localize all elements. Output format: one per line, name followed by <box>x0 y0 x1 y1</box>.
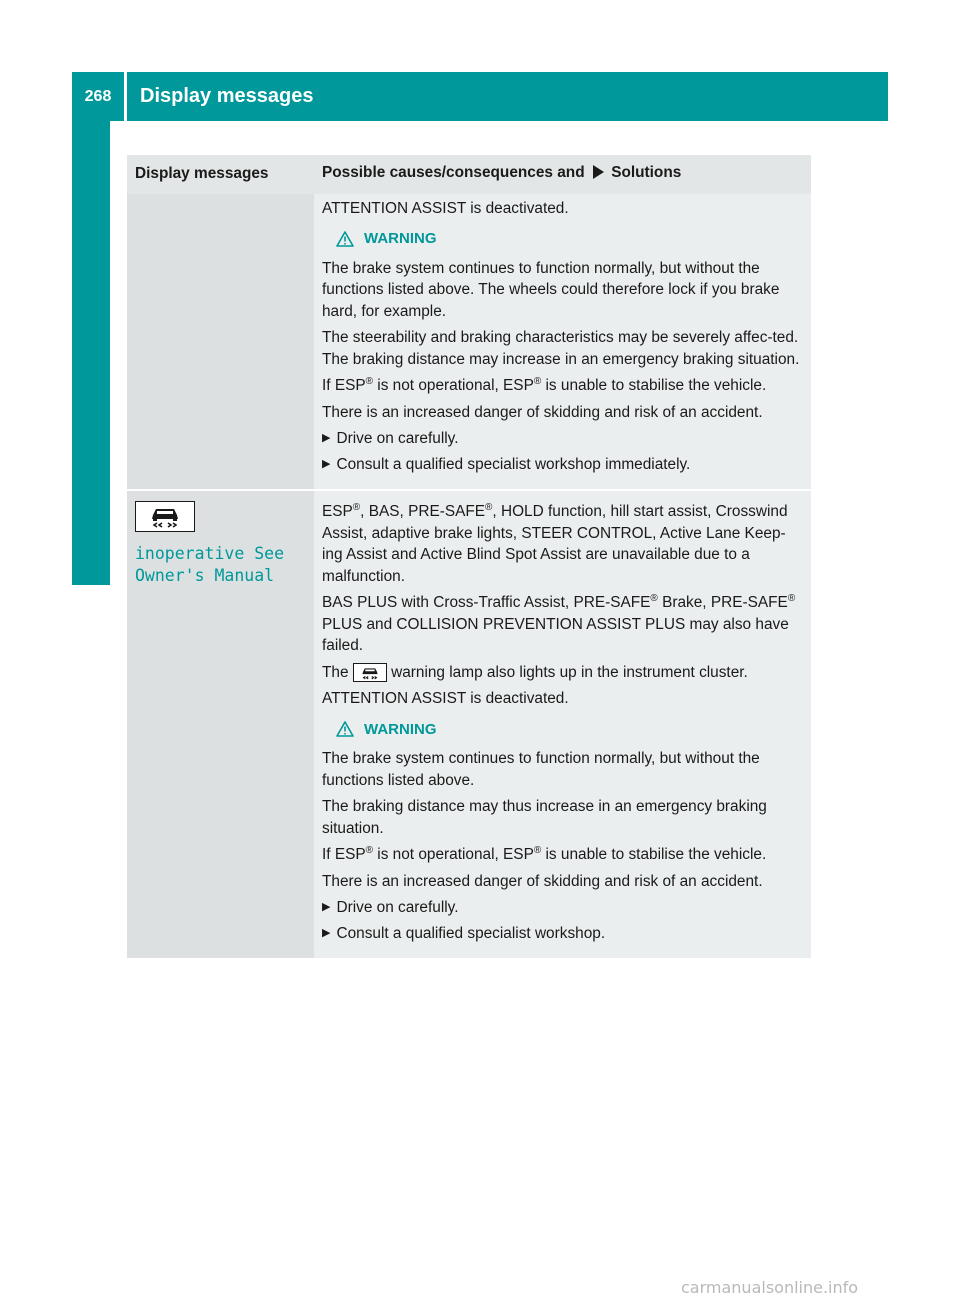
page-number: 268 <box>84 87 112 105</box>
text-part: PLUS and COLLISION PREVENTION ASSIST PLUS may also have failed. <box>322 615 789 654</box>
step-text: Drive on carefully. <box>336 899 459 916</box>
body-text: There is an increased danger of skidding and risk of an accident. <box>322 403 763 421</box>
text-part: The <box>322 663 349 681</box>
action-step <box>322 428 803 450</box>
esp-part: is unable to stabilise the vehicle. <box>541 846 767 863</box>
body-text: The brake system continues to function normally, but without the functions listed above. <box>322 750 760 789</box>
warning-heading <box>336 719 803 741</box>
registered-mark: ® <box>650 592 658 604</box>
col-header-causes-text: Possible causes/consequences and <box>322 164 585 181</box>
registered-mark: ® <box>365 844 373 856</box>
display-message-line: inoperative See <box>135 544 285 563</box>
table-row <box>127 194 811 491</box>
step-arrow-icon: ▶ <box>322 926 331 939</box>
esp-part: is not operational, ESP <box>373 377 534 394</box>
body-text <box>322 501 803 587</box>
watermark: carmanualsonline.info <box>681 1278 859 1297</box>
body-text <box>322 592 803 657</box>
registered-mark: ® <box>533 375 542 387</box>
display-message-text <box>135 543 306 586</box>
causes-cell <box>314 490 811 958</box>
page-header <box>72 72 888 121</box>
display-message-cell <box>127 194 314 491</box>
esp-text <box>322 844 803 866</box>
text-part: BAS PLUS with Cross-Traffic Assist, PRE-SAFE <box>322 594 651 611</box>
page-title: Display messages <box>140 85 314 107</box>
esp-skid-car-icon <box>353 663 387 682</box>
text-part: , BAS, PRE-SAFE <box>360 503 486 520</box>
col-header-display-messages: Display messages <box>127 155 314 194</box>
col-header-solutions-text: Solutions <box>611 164 682 181</box>
text-part: warning lamp also lights up in the instrument cluster. <box>391 663 748 681</box>
table-row <box>127 490 811 958</box>
registered-mark: ® <box>485 501 493 513</box>
esp-text <box>322 375 803 397</box>
play-arrow-icon <box>592 164 604 186</box>
chapter-label: On-board computer and displays <box>86 200 109 530</box>
step-arrow-icon: ▶ <box>322 457 331 470</box>
body-text: The braking distance may thus increase in an emergency braking situation. <box>322 798 767 837</box>
esp-part: If ESP <box>322 377 366 394</box>
step-text: Drive on carefully. <box>336 430 459 447</box>
esp-skid-car-icon <box>135 501 195 532</box>
registered-mark: ® <box>352 501 361 513</box>
warning-triangle-icon <box>336 721 354 737</box>
body-text: The steerability and braking characteristics may be severely affec-ted. The braking distance may increase in an emergency braking situation. <box>322 329 800 368</box>
display-message-line: Owner's Manual <box>135 565 275 585</box>
body-text: ATTENTION ASSIST is deactivated. <box>322 690 569 707</box>
step-text: Consult a qualified specialist workshop. <box>336 924 606 942</box>
action-step <box>322 897 803 919</box>
col-header-causes-solutions <box>314 155 811 194</box>
registered-mark: ® <box>365 375 373 387</box>
registered-mark: ® <box>787 592 796 604</box>
causes-cell <box>314 194 811 491</box>
esp-part: is not operational, ESP <box>373 846 534 863</box>
text-part: Brake, PRE-SAFE <box>657 594 788 611</box>
esp-part: If ESP <box>322 846 366 863</box>
display-message-cell <box>127 490 314 958</box>
display-messages-table <box>127 155 811 958</box>
step-text: Consult a qualified specialist workshop immediately. <box>336 455 691 473</box>
body-text: The brake system continues to function normally, but without the functions listed above. The wheels could therefore lock if you brake hard, for example. <box>322 259 780 320</box>
text-part: , HOLD function, hill start assist, Crosswind Assist, adaptive brake lights, STEER CONTROL, Active Lane Keep-ing Assist and Active Blind Spot Assist are unavailable due to a malfunction. <box>322 503 788 585</box>
warning-label: WARNING <box>364 720 437 738</box>
esp-part: is unable to stabilise the vehicle. <box>541 377 767 394</box>
action-step <box>322 923 803 945</box>
body-text: ATTENTION ASSIST is deactivated. <box>322 199 569 217</box>
warning-label: WARNING <box>364 230 437 247</box>
table-header-row <box>127 155 811 194</box>
text-part: ESP <box>322 503 353 520</box>
body-text: There is an increased danger of skidding and risk of an accident. <box>322 872 763 890</box>
step-arrow-icon: ▶ <box>322 432 331 444</box>
body-text <box>322 662 803 684</box>
registered-mark: ® <box>533 844 542 856</box>
warning-heading <box>336 228 803 250</box>
step-arrow-icon: ▶ <box>322 901 331 913</box>
action-step <box>322 454 803 476</box>
warning-triangle-icon <box>336 231 354 247</box>
